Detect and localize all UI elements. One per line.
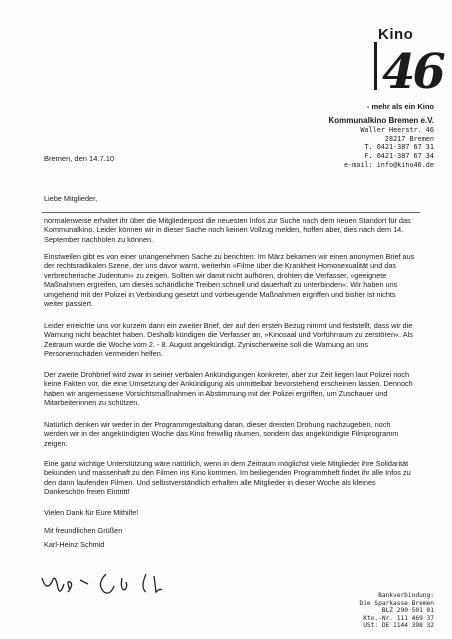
paragraph-2 bbox=[44, 252, 416, 308]
bank-account: Kto.-Nr. 111 469 37 bbox=[363, 614, 434, 622]
bank-vat: USt: DE 1144 398 32 bbox=[363, 622, 434, 630]
date-line: Bremen, den 14.7.10 bbox=[44, 154, 115, 163]
paragraph-text: Natürlich denken wir weder in der Programmgestaltung daran, dieser dreisten Drohung nachzugeben, noch werden wir in der angekündigten Woche das Kino freiwillig räumen, sondern das angekündigte Filmprogramm zeigen. bbox=[44, 420, 399, 448]
bank-details bbox=[324, 592, 434, 630]
bank-name: Die Sparkasse Bremen bbox=[359, 599, 434, 607]
logo-number: 46 bbox=[382, 44, 443, 100]
address-block bbox=[314, 126, 434, 170]
paragraph-text: Einstweilen gibt es von einer unangenehmen Sache zu berichten: Im März bekamen wir einen anonymen Brief aus der rechtsradikalen Szene, der uns davor warnt, weiterhin »Filme über die Krankheit Homosexualität und das verbrecherische Judentum« zu zeigen. Sollten wir damit nicht aufhören, drohten die Verfasser, »geeignete Maßnahmen ergreifen, um dieses schändliche Treiben schnell und dauerhaft zu unterbinden«. Wir haben uns umgehend mit der Polizei in Verbindung gesetzt und vorbeugende Maßnahmen ergriffen und bisher ist nichts weiter passiert. bbox=[44, 252, 415, 309]
paragraph-4 bbox=[44, 370, 416, 408]
bank-blz: BLZ 290 501 01 bbox=[381, 607, 434, 615]
paragraph-6 bbox=[44, 459, 416, 497]
paragraph-text: Leider erreichte uns vor kurzem dann ein zweiter Brief, der auf den ersten Bezug nimmt und feststellt, dass wir die Warnung nicht beachtet haben. Deshalb kündigen die Verfasser an, »Kinosaal und Vorführraum zu zerstören«. Als Zeitraum wurde die Woche vom 2. - 8. August angekündigt. Zynischerweise soll die Warnung an uns Personenschäden vermeiden helfen. bbox=[44, 321, 413, 359]
paragraph-7 bbox=[44, 508, 416, 517]
address-city: 28217 Bremen bbox=[384, 134, 434, 143]
address-street: Waller Heerstr. 46 bbox=[360, 126, 434, 134]
address-fax: F. 0421-387 67 34 bbox=[364, 152, 434, 161]
paragraph-text: Eine ganz wichtige Unterstützung wäre natürlich, wenn in dem Zeitraum möglichst viele Mitglieder ihre Solidarität bekunden und massenhaft zu den Filmen ins Kino kommen. Im beiliegenden Programmheft findet ihr alle Infos zu den dann laufenden Filmen. Und selbstverständlich erhalten alle Mitglieder in dieser Woche als kleines Dankeschön freien Eintritt! bbox=[44, 459, 411, 497]
logo-word: Kino bbox=[378, 26, 414, 43]
bank-heading: Bankverbindung: bbox=[378, 592, 434, 599]
paragraph-text: normalerweise erhaltet ihr über die Mitgliederpost die neuesten Infos zur Suche nach dem neuen Standort für das Kommunalkino. Leider können wir in dieser Sache noch keinen Vollzug melden, hoffen aber, dies nach dem 14. September nachholen zu können. bbox=[44, 216, 411, 244]
paragraph-1 bbox=[44, 216, 416, 244]
salutation: Liebe Mitglieder, bbox=[44, 194, 98, 203]
handwritten-signature bbox=[36, 560, 196, 600]
signer-name: Karl-Heinz Schmid bbox=[44, 540, 105, 549]
kino46-logo bbox=[362, 18, 443, 100]
address-phone: T. 0421-387 67 31 bbox=[364, 143, 434, 152]
paragraph-text: Vielen Dank für Eure Mithilfe! bbox=[44, 508, 139, 517]
paragraph-5 bbox=[44, 420, 416, 448]
divider bbox=[42, 212, 420, 213]
address-email: e-mail: info@kino46.de bbox=[343, 160, 434, 169]
tagline: - mehr als ein Kino bbox=[366, 102, 434, 111]
closing: Mit freundlichen Grüßen bbox=[44, 526, 123, 535]
paragraph-text: Der zweite Drohbrief wird zwar in seiner verbalen Ankündigungen konkreter, aber zur Zeit liegen laut Polizei noch keine Fakten vor, die eine Umsetzung der Ankündigung als unmittelbar bevorstehend erscheinen lassen. Dennoch haben wir angemessene Vorsichtsmaßnahmen in Abstimmung mit der Polizei ergriffen, um Zuschauer und Mitarbeiterinnen zu schützen. bbox=[44, 370, 413, 408]
logo-bar bbox=[374, 42, 377, 90]
organization-name: Kommunalkino Bremen e.V. bbox=[328, 116, 434, 125]
paragraph-3 bbox=[44, 321, 416, 359]
